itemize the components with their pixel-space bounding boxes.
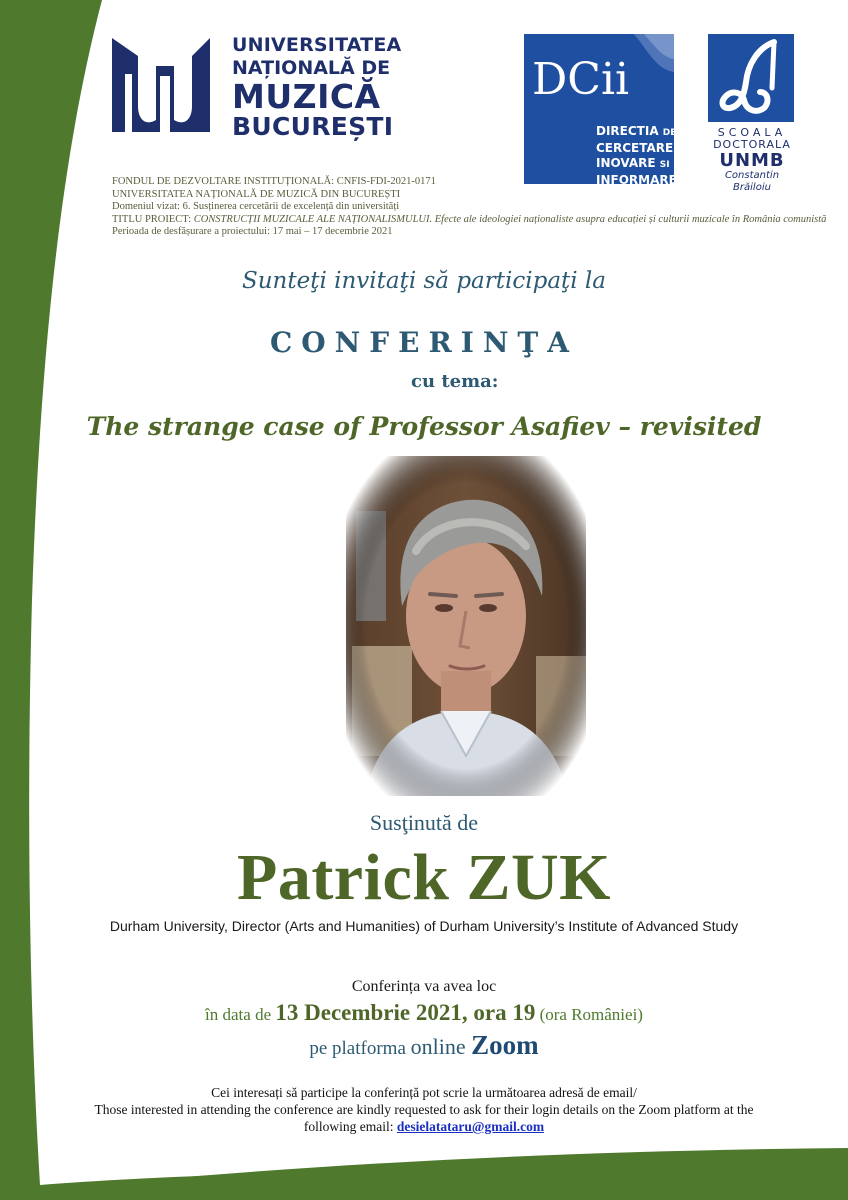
scoala-line2: DOCTORALA: [713, 138, 791, 151]
scoala-doctorala-logo: [708, 34, 796, 193]
email-link[interactable]: desielatataru@gmail.com: [396, 1119, 545, 1134]
scoala-logo-mark-icon: [708, 34, 794, 122]
project-title: CONSTRUCȚII MUZICALE ALE NAȚIONALISMULUI. Efecte ale ideologiei naționaliste asupra educației și culturii muzicale în România comunistă: [193, 213, 827, 225]
project-line5: Perioada de desfășurare a proiectului: 17 mai – 17 decembrie 2021: [112, 226, 393, 238]
platform-online: online: [410, 1034, 472, 1059]
project-line2: UNIVERSITATEA NAȚIONALĂ DE MUZICĂ DIN BUCUREȘTI: [112, 188, 401, 200]
dcii-line3b: SI: [659, 160, 670, 170]
conference-location-label: Conferința va avea loc: [351, 978, 497, 995]
footer-line2: Those interested in attending the conference are kindly requested to ask for their login details on the Zoom platform at the: [94, 1102, 754, 1117]
footer-line1: Cei interesați să participe la conferință pot scrie la următoarea adresă de email/: [211, 1085, 637, 1100]
date-prefix: în data de: [205, 1005, 276, 1024]
timezone-note: (ora României): [535, 1005, 643, 1024]
theme-label: cu tema:: [411, 371, 499, 392]
unmb-logo: [112, 34, 402, 141]
dcii-line2: CERCETARE: [596, 141, 674, 155]
platform-name: Zoom: [471, 1030, 539, 1060]
dcii-line4: INFORMARE: [596, 173, 677, 187]
speaker-photo: [346, 456, 586, 796]
platform-prefix: pe platforma: [309, 1038, 411, 1059]
dcii-line1b: DE: [662, 128, 677, 138]
footer-line3: following email:: [303, 1119, 397, 1134]
speaker-name: Patrick ZUK: [237, 841, 611, 914]
scoala-line1: SCOALA: [717, 126, 787, 139]
footer-note: [0, 1084, 848, 1135]
presented-by-label: Susţinută de: [369, 810, 479, 835]
speaker-affiliation: Durham University, Director (Arts and Humanities) of Durham University’s Institute of Advanced Study: [109, 918, 739, 934]
unmb-logo-mark-icon: [112, 36, 210, 134]
project-title-label: TITLU PROIECT:: [112, 213, 194, 225]
unmb-logo-line3: MUZICĂ: [232, 77, 381, 116]
dcii-line1a: DIRECTIA: [596, 124, 659, 138]
project-info: [112, 176, 827, 239]
unmb-logo-line2: NAȚIONALĂ DE: [232, 57, 391, 79]
project-line3: Domeniul vizat: 6. Susținerea cercetării de excelență din universități: [112, 201, 400, 213]
unmb-logo-line1: UNIVERSITATEA: [232, 34, 402, 56]
project-line1: FONDUL DE DEZVOLTARE INSTITUȚIONALĂ: CNFIS-FDI-2021-0171: [112, 176, 436, 187]
platform-line: [0, 1030, 848, 1061]
dcii-logo: [524, 34, 677, 187]
conference-heading: CONFERINŢA: [269, 326, 578, 359]
invitation-text: Sunteţi invitaţi să participaţi la: [241, 268, 607, 294]
talk-title: The strange case of Professor Asafiev – revisited: [86, 412, 762, 441]
event-date: 13 Decembrie 2021, ora 19: [275, 1000, 536, 1025]
scoala-line3: UNMB: [719, 150, 785, 171]
scoala-line4: Constantin Brăiloiu: [724, 170, 780, 193]
date-line: [0, 1000, 848, 1026]
dcii-logo-mark: DCii: [532, 54, 630, 105]
unmb-logo-line4: BUCUREȘTI: [232, 112, 394, 141]
dcii-line3a: INOVARE: [596, 156, 656, 170]
